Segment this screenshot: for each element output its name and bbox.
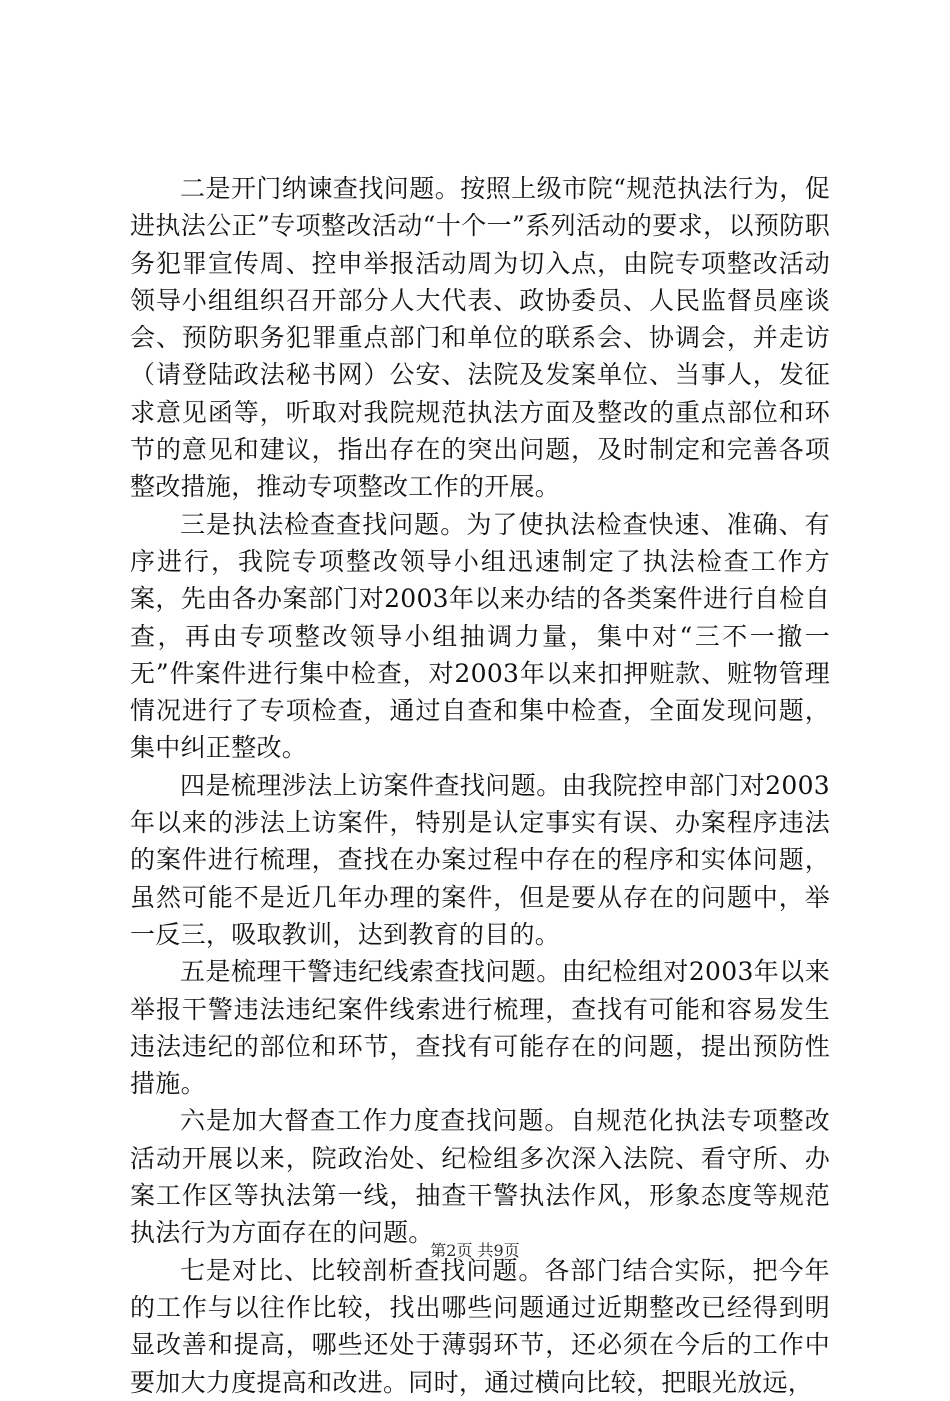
paragraph-6-supervision: 六是加大督查工作力度查找问题。自规范化执法专项整改活动开展以来，院政治处、纪检组多次深入法院、看守所、办案工作区等执法第一线，抽查干警执法作风，形象态度等规范执法行为方面存在的问题。 — [130, 1106, 830, 1248]
paragraph-3-law-enforcement-inspection: 三是执法检查查找问题。为了使执法检查快速、准确、有序进行，我院专项整改领导小组迅速制定了执法检查工作方案，先由各办案部门对2003年以来办结的各类案件进行自检自查，再由专项整改领导小组抽调力量，集中对“三不一撤一无”件案件进行集中检查，对2003年以来扣押赃款、赃物管理情况进行了专项检查，通过自查和集中检查，全面发现问题，集中纠正整改。 — [130, 509, 830, 763]
paragraph-4-petition-cases: 四是梳理涉法上访案件查找问题。由我院控申部门对2003年以来的涉法上访案件，特别是认定事实有误、办案程序违法的案件进行梳理，查找在办案过程中存在的程序和实体问题，虽然可能不是近几年办理的案件，但是要从存在的问题中，举一反三，吸取教训，达到教育的目的。 — [130, 770, 830, 949]
paragraph-2-open-door: 二是开门纳谏查找问题。按照上级市院“规范执法行为，促进执法公正”专项整改活动“十个一”系列活动的要求，以预防职务犯罪宣传周、控申举报活动周为切入点，由院专项整改活动领导小组组织召开部分人大代表、政协委员、人民监督员座谈会、预防职务犯罪重点部门和单位的联系会、协调会，并走访（请登陆政法秘书网）公安、法院及发案单位、当事人，发征求意见函等，听取对我院规范执法方面及整改的重点部位和环节的意见和建议，指出存在的突出问题，及时制定和完善各项整改措施，推动专项整改工作的开展。 — [130, 174, 830, 502]
document-body — [130, 170, 830, 1401]
paragraph-5-discipline-clues: 五是梳理干警违纪线索查找问题。由纪检组对2003年以来举报干警违法违纪案件线索进行梳理，查找有可能和容易发生违法违纪的部位和环节，查找有可能存在的问题，提出预防性措施。 — [130, 957, 830, 1099]
paragraph-7-comparison: 七是对比、比较剖析查找问题。各部门结合实际，把今年的工作与以往作比较，找出哪些问题通过近期整改已经得到明显改善和提高，哪些还处于薄弱环节，还必须在今后的工作中要加大力度提高和改进。同时，通过横向比较，把眼光放远， — [130, 1255, 830, 1397]
page-number-footer: 第2页 共9页 — [430, 1241, 520, 1260]
